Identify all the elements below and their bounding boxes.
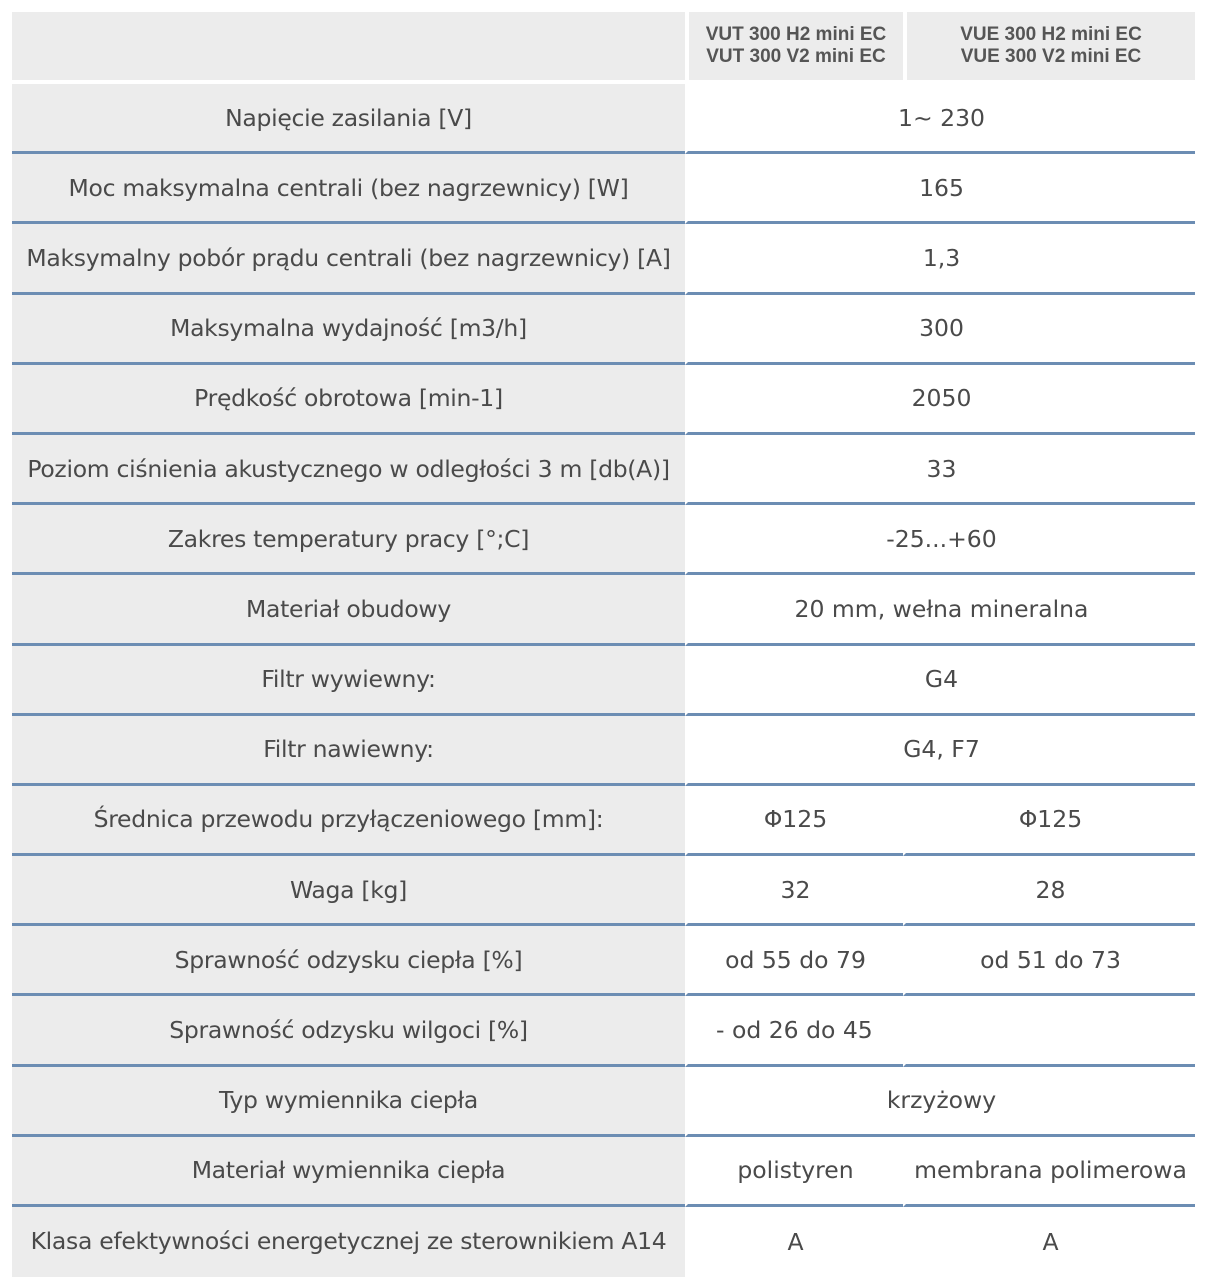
row-value: 2050 [685, 365, 1195, 435]
row-label: Sprawność odzysku ciepła [%] [12, 926, 685, 996]
table-row [12, 154, 1195, 224]
row-value-vut: - od 26 do 45 [685, 996, 903, 1066]
row-label: Materiał obudowy [12, 575, 685, 645]
row-value: -25...+60 [685, 505, 1195, 575]
row-value-vut: polistyren [685, 1137, 903, 1207]
row-label: Typ wymiennika ciepła [12, 1067, 685, 1137]
row-label: Sprawność odzysku wilgoci [%] [12, 996, 685, 1066]
row-value: 300 [685, 295, 1195, 365]
table-row [12, 716, 1195, 786]
spec-table [12, 12, 1195, 1277]
row-value: 20 mm, wełna mineralna [685, 575, 1195, 645]
table-row [12, 84, 1195, 154]
table-row [12, 1137, 1195, 1207]
row-value-vut: od 55 do 79 [685, 926, 903, 996]
row-value: 33 [685, 435, 1195, 505]
table-row [12, 435, 1195, 505]
header-model-vue [903, 12, 1195, 84]
row-label: Maksymalny pobór prądu centrali (bez nagrzewnicy) [A] [12, 224, 685, 294]
row-label: Filtr wywiewny: [12, 646, 685, 716]
row-value: G4 [685, 646, 1195, 716]
row-value-vue [903, 996, 1195, 1066]
model-name: VUT 300 H2 mini EC [705, 24, 887, 45]
row-label: Maksymalna wydajność [m3/h] [12, 295, 685, 365]
row-label: Filtr nawiewny: [12, 716, 685, 786]
table-row [12, 295, 1195, 365]
table-row [12, 505, 1195, 575]
row-value-vue: od 51 do 73 [903, 926, 1195, 996]
row-label: Prędkość obrotowa [min-1] [12, 365, 685, 435]
row-value: 1~ 230 [685, 84, 1195, 154]
row-label: Waga [kg] [12, 856, 685, 926]
row-value-vut: A [685, 1207, 903, 1277]
header-model-vut [685, 12, 903, 84]
table-row [12, 1067, 1195, 1137]
row-value: 1,3 [685, 224, 1195, 294]
table-row [12, 575, 1195, 645]
row-value-vue: membrana polimerowa [903, 1137, 1195, 1207]
table-row [12, 926, 1195, 996]
row-label: Materiał wymiennika ciepła [12, 1137, 685, 1207]
model-name: VUE 300 H2 mini EC [960, 24, 1142, 45]
row-value-vut: Φ125 [685, 786, 903, 856]
table-row [12, 996, 1195, 1066]
table-row [12, 365, 1195, 435]
table-row [12, 856, 1195, 926]
row-value-vut: 32 [685, 856, 903, 926]
table-row [12, 224, 1195, 294]
row-value-vue: A [903, 1207, 1195, 1277]
row-value: G4, F7 [685, 716, 1195, 786]
header-row [12, 12, 1195, 84]
table-row [12, 646, 1195, 716]
row-value-vue: Φ125 [903, 786, 1195, 856]
model-name: VUT 300 V2 mini EC [706, 46, 886, 67]
model-name: VUE 300 V2 mini EC [960, 46, 1142, 67]
row-value-vue: 28 [903, 856, 1195, 926]
row-label: Zakres temperatury pracy [°;C] [12, 505, 685, 575]
table-row [12, 1207, 1195, 1277]
row-label: Klasa efektywności energetycznej ze sterownikiem A14 [12, 1207, 685, 1277]
row-value: 165 [685, 154, 1195, 224]
row-label: Poziom ciśnienia akustycznego w odległości 3 m [db(A)] [12, 435, 685, 505]
header-label-cell [12, 12, 685, 84]
row-value: krzyżowy [685, 1067, 1195, 1137]
row-label: Napięcie zasilania [V] [12, 84, 685, 154]
row-label: Średnica przewodu przyłączeniowego [mm]: [12, 786, 685, 856]
row-label: Moc maksymalna centrali (bez nagrzewnicy) [W] [12, 154, 685, 224]
table-row [12, 786, 1195, 856]
